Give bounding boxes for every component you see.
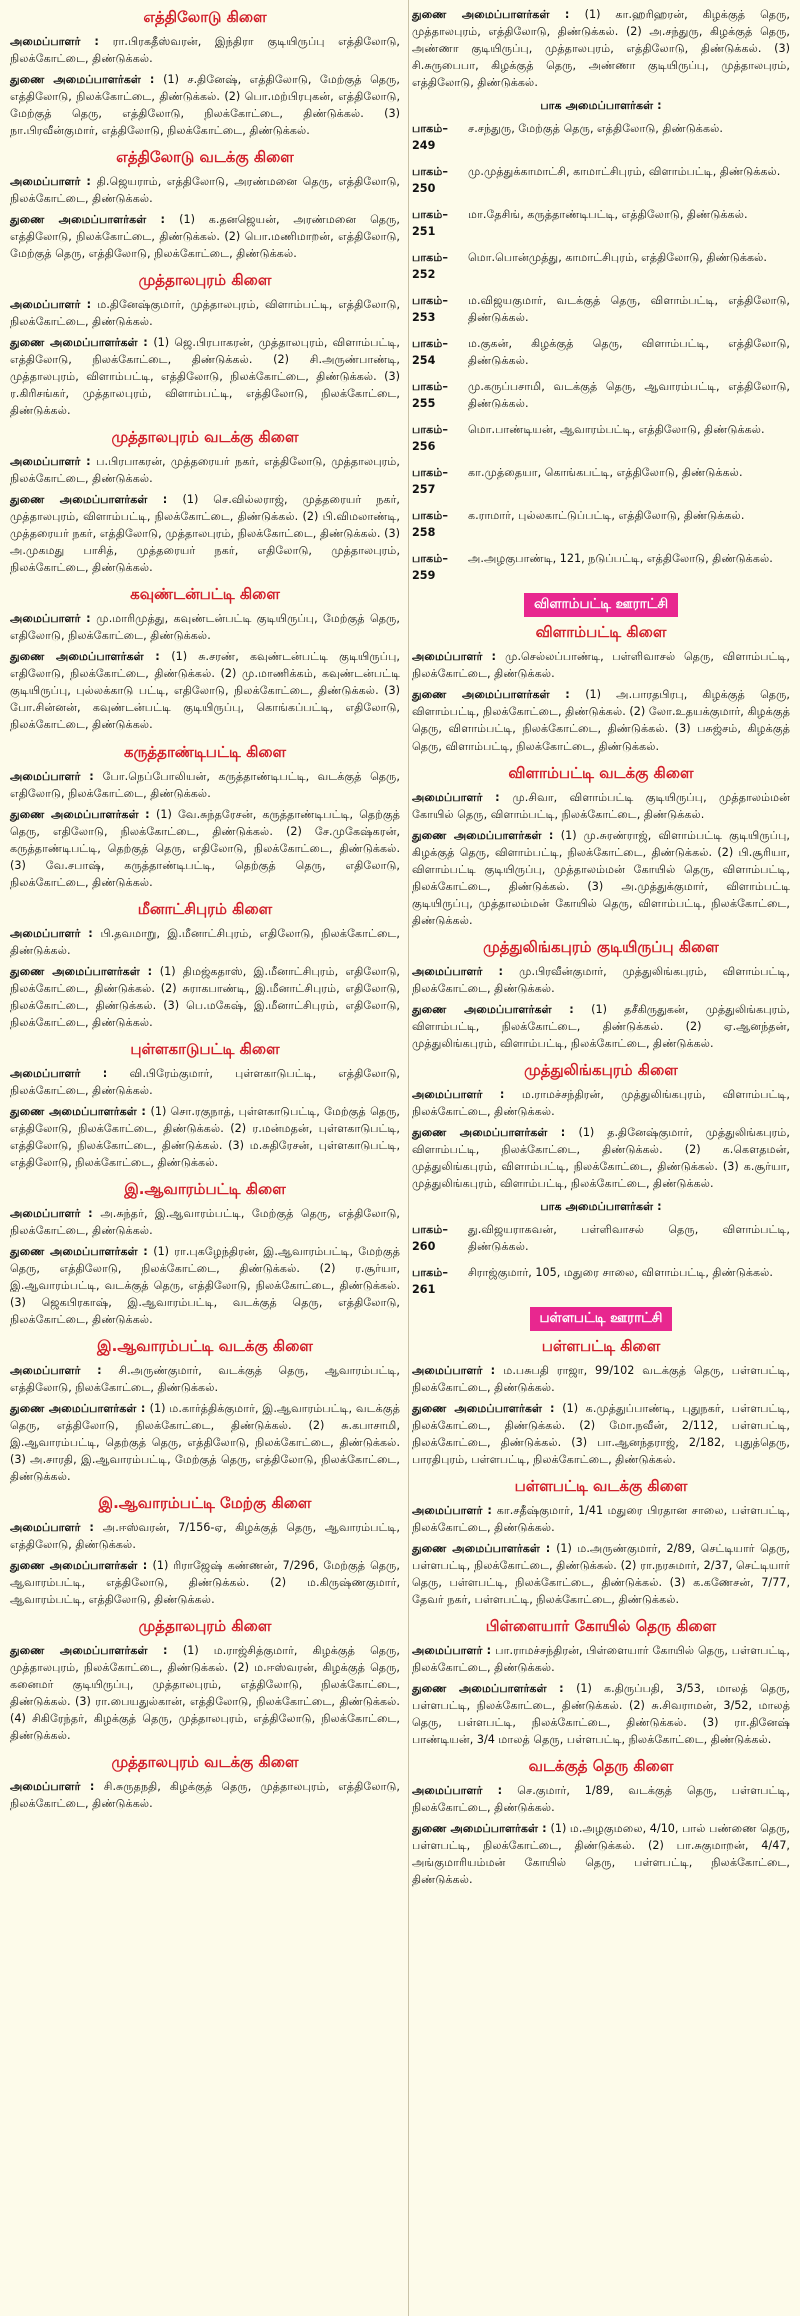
ward-list [412,1221,790,1298]
ward-row [412,206,790,240]
branch-title: விளாம்பட்டி வடக்கு கிளை [508,763,694,782]
deputies-entry [10,1642,400,1744]
organizer-text: மு.செல்லப்பாண்டி, பள்ளிவாசல் தெரு, விளாம்பட்டி, நிலக்கோட்டை, திண்டுக்கல். [412,650,790,681]
organizer-label: அமைப்பாளர் : [412,1087,522,1101]
ward-row [412,464,790,498]
branch-title: முத்தாலபுரம் கிளை [138,271,272,290]
deputies-text: (1) கா.ஹரிஹரன், கிழக்குத் தெரு, முத்தாலபுரம், எத்திலோடு, திண்டுக்கல். (2) அ.சந்துரு, கிழக்குத் தெரு, அண்ணா குடியிருப்பு, முத்தாலபுரம், எத்திலோடு, திண்டுக்கல். (3) சி.சுருபைபா, கிழக்குத் தெரு, அண்ணா குடியிருப்பு, முத்தாலபுரம், எத்திலோடு, திண்டுக்கல். [412,8,790,90]
organizer-text: ப.பிரபாகரன், முத்தரையர் நகர், எத்திலோடு, முத்தாலபுரம், நிலக்கோட்டை, திண்டுக்கல். [10,455,400,486]
deputies-entry [10,1243,400,1328]
deputies-entry [10,1400,400,1485]
deputies-entry [10,491,400,576]
ward-row [412,421,790,455]
organizer-entry [10,610,400,644]
ward-number: பாகம்– 257 [412,466,448,497]
organizer-label: அமைப்பாளர் : [10,35,113,48]
organizer-label: அமைப்பாளர் : [10,1206,101,1220]
deputies-label: துணை அமைப்பாளர்கள் : [412,1401,563,1415]
organizer-text: மு.பிரவீன்குமார், முத்துலிங்கபுரம், விளாம்பட்டி, நிலக்கோட்டை, திண்டுக்கல். [412,964,790,995]
deputies-entry [412,686,790,754]
deputies-entry [10,806,400,891]
organizer-label: அமைப்பாளர் : [10,769,103,783]
continued-deputies-entry [412,6,790,91]
ward-row [412,550,790,584]
organizer-entry [10,925,400,959]
ward-organizer: க.ராமார், புல்லகாட்டுப்பட்டி, எத்திலோடு, திண்டுக்கல். [468,509,745,523]
deputies-text: (1) ச.தினேஷ், எத்திலோடு, மேற்குத் தெரு, எத்திலோடு, நிலக்கோட்டை, திண்டுக்கல். (2) பொ.மற்பிரபுகன், எத்திலோடு, மேற்குத் தெரு, எத்திலோடு, நிலக்கோட்டை, திண்டுக்கல். (3) நா.பிரவீன்குமார், எத்திலோடு, நிலக்கோட்டை, திண்டுக்கல். [10,73,400,138]
organizer-entry [412,963,790,997]
ward-organizer: அ.அழகுபாண்டி, 121, நடுப்பட்டி, எத்திலோடு, திண்டுக்கல். [468,552,773,566]
ward-number: பாகம்– 255 [412,380,448,411]
deputies-label: துணை அமைப்பாளர்கள் : [10,807,157,821]
branch-title: முத்தாலபுரம் வடக்கு கிளை [111,428,299,447]
organizer-text: பி.தவமாறு, இ.மீனாட்சிபுரம், எதிலோடு, நிலக்கோட்டை, திண்டுக்கல். [10,926,400,957]
left-column [10,6,400,2316]
organizer-label: அமைப்பாளர் : [412,1363,504,1377]
deputies-label: துணை அமைப்பாளர்கள் : [10,1104,151,1118]
deputies-entry [412,1001,790,1052]
deputies-text: (1) ம.ராஜ்சித்குமார், கிழக்குத் தெரு, முத்தாலபுரம், நிலக்கோட்டை, திண்டுக்கல். (2) ம.ஈஸ்வரன், கிழக்குத் தெரு, கனைமர் குடியிருப்பு, முத்தாலபுரம், எத்திலோடு, நிலக்கோட்டை, திண்டுக்கல். (3) ரா.பையதுல்கான், எத்திலோடு, நிலக்கோட்டை, திண்டுக்கல். (4) சிகிரேந்தர், கிழக்குத் தெரு, முத்தாலபுரம், எத்திலோடு, நிலக்கோட்டை, திண்டுக்கல். [10,1644,400,1743]
ward-row [412,249,790,283]
organizer-entry [412,648,790,682]
organizer-entry [10,173,400,207]
deputies-text: (1) ம.கார்த்திக்குமார், இ.ஆவாரம்பட்டி, வடக்குத் தெரு, எத்திலோடு, நிலக்கோட்டை, திண்டுக்கல். (2) சு.கபாசாமி, இ.ஆவாரம்பட்டி, தெற்குத் தெரு, எத்திலோடு, நிலக்கோட்டை, திண்டுக்கல். (3) அ.சாரதி, இ.ஆவாரம்பட்டி, மேற்குத் தெரு, எத்திலோடு, நிலக்கோட்டை, திண்டுக்கல். [10,1401,400,1483]
deputies-label: துணை அமைப்பாளர்கள் : [10,73,164,87]
panchayat-title: விளாம்பட்டி ஊராட்சி [524,593,678,617]
deputies-entry [10,71,400,139]
organizer-label: அமைப்பாளர் : [412,1503,497,1517]
deputies-entry [10,1103,400,1171]
ward-organizer: ம.குகன், கிழக்குத் தெரு, விளாம்பட்டி, எத்திலோடு, திண்டுக்கல். [468,337,790,368]
ward-number: பாகம்– 256 [412,423,448,454]
ward-organizer: மா.தேசிங், கருத்தாண்டிபட்டி, எத்திலோடு, திண்டுக்கல். [468,208,748,222]
organizer-entry [412,1502,790,1536]
deputies-text: (1) தசீகிருதுகன், முத்துலிங்கபுரம், விளாம்பட்டி, நிலக்கோட்டை, திண்டுக்கல். (2) ஏ.ஆனந்தன், முத்துலிங்கபுரம், விளாம்பட்டி, நிலக்கோட்டை, திண்டுக்கல். [412,1002,790,1050]
organizer-text: மு.சிவா, விளாம்பட்டி குடியிருப்பு, முத்தாலம்மன் கோயில் தெரு, விளாம்பட்டி, நிலக்கோட்டை, திண்டுக்கல். [412,790,790,821]
organizer-label: அமைப்பாளர் : [10,1521,103,1535]
ward-organizer: ம.விஜயகுமார், வடக்குத் தெரு, விளாம்பட்டி, எத்திலோடு, திண்டுக்கல். [468,294,790,325]
organizer-entry [10,1519,400,1553]
organizer-text: பா.ராமச்சந்திரன், பிள்ளையார் கோயில் தெரு, பள்ளபட்டி, நிலக்கோட்டை, திண்டுக்கல். [412,1644,790,1675]
organizer-label: அமைப்பாளர் : [10,298,98,312]
deputies-entry [412,1124,790,1192]
branch-title: இ.ஆவாரம்பட்டி வடக்கு கிளை [97,1336,313,1355]
branch-title: கவுண்டன்பட்டி கிளை [130,585,280,604]
deputies-text: (1) க.முத்துப்பாண்டி, புதுநகர், பள்ளபட்டி, நிலக்கோட்டை, திண்டுக்கல். (2) மோ.நவீன், 2/112, பள்ளபட்டி, நிலக்கோட்டை, திண்டுக்கல். (3) பா.ஆனந்தராஜ், 2/182, புதுத்தெரு, பாரதிபுரம், பள்ளபட்டி, நிலக்கோட்டை, திண்டுக்கல். [412,1401,790,1466]
ward-organizers-heading: பாக அமைப்பாளர்கள் : [540,99,662,113]
organizer-entry [412,1362,790,1396]
branch-group [412,623,790,1191]
deputies-text: (1) வே.சுந்தரேசன், கருத்தாண்டிபட்டி, தெற்குத் தெரு, எதிலோடு, நிலக்கோட்டை, திண்டுக்கல். (2) சே.முகேஷ்கரன், கருத்தாண்டிபட்டி, தெற்குத் தெரு, எதிலோடு, நிலக்கோட்டை, திண்டுக்கல். (3) வே.சபாஷ், கருத்தாண்டிபட்டி, தெற்குத் தெரு, எதிலோடு, நிலக்கோட்டை, திண்டுக்கல். [10,807,400,889]
branch-title: முத்தாலபுரம் கிளை [138,1617,272,1636]
organizer-text: செ.குமார், 1/89, வடக்குத் தெரு, பள்ளபட்டி, நிலக்கோட்டை, திண்டுக்கல். [412,1784,790,1815]
ward-number: பாகம்– 250 [412,165,448,196]
branch-title: முத்தாலபுரம் வடக்கு கிளை [111,1753,299,1772]
ward-number: பாகம்– 260 [412,1222,448,1253]
deputies-label: துணை அமைப்பாளர்கள் : [412,1542,557,1555]
ward-row [412,507,790,541]
organizer-entry [412,1642,790,1676]
ward-organizer: ச.சந்துரு, மேற்குத் தெரு, எத்திலோடு, திண்டுக்கல். [468,122,723,136]
deputies-label: துணை அமைப்பாளர்கள் : [412,1822,551,1836]
deputies-entry [10,211,400,262]
panchayat-banner [412,1307,790,1331]
deputies-entry [10,648,400,733]
deputies-label: துணை அமைப்பாளர்கள் : [10,1644,183,1658]
deputies-text: (1) சு.சரண், கவுண்டன்பட்டி குடியிருப்பு, எதிலோடு, நிலக்கோட்டை, திண்டுக்கல். (2) மு.மாணிக்கம், கவுண்டன்பட்டி குடியிருப்பு, புல்லக்காடு பட்டி, எதிலோடு, நிலக்கோட்டை, திண்டுக்கல். (3) போ.சின்னன், கவுண்டன்பட்டி குடியிருப்பு, கொங்கப்பட்டி, எதிலோடு, நிலக்கோட்டை, திண்டுக்கல். [10,650,400,732]
deputies-label: துணை அமைப்பாளர்கள் : [10,964,160,978]
panchayat-banner [412,593,790,617]
branch-title: இ.ஆவாரம்பட்டி கிளை [124,1179,286,1198]
organizer-text: வி.பிரேம்குமார், புள்ளகாடுபட்டி, எத்திலோடு, நிலக்கோட்டை, திண்டுக்கல். [10,1066,400,1097]
ward-organizer: சிராஜ்குமார், 105, மதுரை சாலை, விளாம்பட்டி, திண்டுக்கல். [468,1265,773,1279]
ward-row [412,292,790,326]
organizer-label: அமைப்பாளர் : [412,790,513,804]
organizer-entry [10,296,400,330]
organizer-label: அமைப்பாளர் : [10,1066,130,1080]
ward-row [412,378,790,412]
deputies-label: துணை அமைப்பாளர்கள் : [10,493,183,507]
ward-organizer: மு.முத்துக்காமாட்சி, காமாட்சிபுரம், விளாம்பட்டி, திண்டுக்கல். [468,165,781,179]
deputies-entry [10,963,400,1031]
organizer-label: அமைப்பாளர் : [412,650,506,664]
deputies-label: துணை அமைப்பாளர்கள் : [412,8,585,21]
branch-title: மீனாட்சிபுரம் கிளை [137,899,273,918]
organizer-label: அமைப்பாளர் : [10,1780,104,1794]
right-column [412,6,790,2316]
organizer-text: ம.பசுபதி ராஜா, 99/102 வடக்குத் தெரு, பள்ளபட்டி, நிலக்கோட்டை, திண்டுக்கல். [412,1363,790,1394]
deputies-label: துணை அமைப்பாளர்கள் : [10,1244,154,1258]
deputies-text: (1) த.தினேஷ்குமார், முத்துலிங்கபுரம், விளாம்பட்டி, நிலக்கோட்டை, திண்டுக்கல். (2) க.கௌதமன், முத்துலிங்கபுரம், விளாம்பட்டி, நிலக்கோட்டை, திண்டுக்கல். (3) க.சூர்யா, முத்துலிங்கபுரம், விளாம்பட்டி, நிலக்கோட்டை, திண்டுக்கல். [412,1125,790,1190]
deputies-text: (1) சொ.ரகுநாத், புள்ளகாடுபட்டி, மேற்குத் தெரு, எத்திலோடு, நிலக்கோட்டை, திண்டுக்கல். (2) ர.மன்மதன், புள்ளகாடுபட்டி, எத்திலோடு, நிலக்கோட்டை, திண்டுக்கல். (3) ம.சுதிரேசன், புள்ளகாடுபட்டி, எத்திலோடு, நிலக்கோட்டை, திண்டுக்கல். [10,1104,400,1169]
ward-organizer: மு.கருப்பசாமி, வடக்குத் தெரு, ஆவாரம்பட்டி, எத்திலோடு, திண்டுக்கல். [468,380,790,411]
deputies-text: (1) ம.அழகுமலை, 4/10, பால் பண்ணை தெரு, பள்ளபட்டி, நிலக்கோட்டை, திண்டுக்கல். (2) பா.சுகுமாறன், 4/47, அங்குமாரியம்மன் கோயில் தெரு, பள்ளபட்டி, நிலக்கோட்டை, திண்டுக்கல். [412,1822,790,1887]
deputies-label: துணை அமைப்பாளர்கள் : [412,1682,577,1696]
ward-number: பாகம்– 254 [412,337,448,368]
deputies-text: (1) ரிராஜேஷ் கண்ணன், 7/296, மேற்குத் தெரு, ஆவாரம்பட்டி, எத்திலோடு, திண்டுக்கல். (2) ம.கிருஷ்ணகுமார், ஆவாரம்பட்டி, எத்திலோடு, திண்டுக்கல். [10,1559,400,1607]
deputies-label: துணை அமைப்பாளர்கள் : [412,1002,592,1016]
panchayat-title: பள்ளபட்டி ஊராட்சி [530,1307,673,1331]
deputies-label: துணை அமைப்பாளர்கள் : [10,336,154,350]
ward-organizer: மொ.பாண்டியன், ஆவாரம்பட்டி, எத்திலோடு, திண்டுக்கல். [468,423,765,437]
organizer-label: அமைப்பாளர் : [412,1644,496,1658]
deputies-text: (1) செ.வில்லராஜ், முத்தரையர் நகர், முத்தாலபுரம், விளாம்பட்டி, நிலக்கோட்டை, திண்டுக்கல். (2) பி.விமலாண்டி, முத்தரையர் நகர், எத்திலோடு, முத்தாலபுரம், நிலக்கோட்டை, திண்டுக்கல். (3) அ.முகமது பாசித், முத்தரையர் நகர், எதிலோடு, முத்தாலபுரம், நிலக்கோட்டை, திண்டுக்கல். [10,493,400,575]
ward-number: பாகம்– 261 [412,1265,448,1296]
organizer-text: ரா.பிரகதீஸ்வரன், இந்திரா குடியிருப்பு எத்திலோடு, நிலக்கோட்டை, திண்டுக்கல். [10,35,400,66]
ward-number: பாகம்– 251 [412,208,448,239]
branch-title: புள்ளகாடுபட்டி கிளை [130,1039,280,1058]
organizer-text: கா.சதீஷ்குமார், 1/41 மதுரை பிரதான சாலை, பள்ளபட்டி, நிலக்கோட்டை, திண்டுக்கல். [412,1503,790,1534]
organizer-label: அமைப்பாளர் : [412,964,520,978]
deputies-entry [412,1680,790,1748]
organizer-entry [10,453,400,487]
ward-organizer: து.விஜயராகவன், பள்ளிவாசல் தெரு, விளாம்பட்டி, திண்டுக்கல். [468,1222,790,1253]
branch-title: எத்திலோடு வடக்கு கிளை [116,148,294,167]
organizer-entry [412,789,790,823]
organizer-label: அமைப்பாளர் : [10,612,97,626]
organizer-text: போ.நெப்போலியன், கருத்தாண்டிபட்டி, வடக்குத் தெரு, எதிலோடு, நிலக்கோட்டை, திண்டுக்கல். [10,769,400,800]
branch-title: பள்ளபட்டி வடக்கு கிளை [514,1476,688,1495]
organizer-label: அமைப்பாளர் : [10,455,97,469]
organizer-entry [10,1778,400,1812]
ward-number: பாகம்– 249 [412,122,448,153]
organizer-entry [10,33,400,67]
ward-number: பாகம்– 253 [412,294,448,325]
organizer-text: சி.அருண்குமார், வடக்குத் தெரு, ஆவாரம்பட்டி, எத்திலோடு, நிலக்கோட்டை, திண்டுக்கல். [10,1363,400,1394]
deputies-entry [412,1540,790,1608]
branch-title: பள்ளபட்டி கிளை [541,1336,661,1355]
deputies-label: துணை அமைப்பாளர்கள் : [412,688,586,702]
deputies-label: துணை அமைப்பாளர்கள் : [10,1559,153,1573]
ward-row [412,163,790,197]
deputies-text: (1) திமஜ்கதாஸ், இ.மீனாட்சிபுரம், எதிலோடு, நிலக்கோட்டை, திண்டுக்கல். (2) சுராகபாண்டி, இ.மீனாட்சிபுரம், எதிலோடு, நிலக்கோட்டை, திண்டுக்கல். (3) பெ.மகேஷ், இ.மீனாட்சிபுரம், எதிலோடு, நிலக்கோட்டை, திண்டுக்கல். [10,964,400,1029]
ward-row [412,120,790,154]
deputies-text: (1) அ.பாரதபிரபு, கிழக்குத் தெரு, விளாம்பட்டி, நிலக்கோட்டை, திண்டுக்கல். (2) லோ.உதயக்குமார், கிழக்குத் தெரு, விளாம்பட்டி, நிலக்கோட்டை, திண்டுக்கல். (3) பசுஜ்சம், கிழக்குத் தெரு, விளாம்பட்டி, நிலக்கோட்டை, திண்டுக்கல். [412,688,790,753]
deputies-text: (1) ஜெ.பிரபாகரன், முத்தாலபுரம், விளாம்பட்டி, எத்திலோடு, நிலக்கோட்டை, திண்டுக்கல். (2) சி.அருண்பாண்டி, முத்தாலபுரம், விளாம்பட்டி, எத்திலோடு, நிலக்கோட்டை, திண்டுக்கல். (3) ர.கிரிசங்கர், முத்தாலபுரம், விளாம்பட்டி, எத்திலோடு, நிலக்கோட்டை, திண்டுக்கல். [10,336,400,418]
branch-group [412,1337,790,1888]
organizer-text: சி.சுருதநதி, கிழக்குத் தெரு, முத்தாலபுரம், எத்திலோடு, நிலக்கோட்டை, திண்டுக்கல். [10,1780,400,1811]
organizer-label: அமைப்பாளர் : [412,1784,518,1798]
ward-number: பாகம்– 258 [412,509,448,540]
organizer-label: அமைப்பாளர் : [10,175,97,189]
deputies-text: (1) ரா.புகழேந்திரன், இ.ஆவாரம்பட்டி, மேற்குத் தெரு, எத்திலோடு, நிலக்கோட்டை, திண்டுக்கல். (2) ர.சூர்யா, இ.ஆவாரம்பட்டி, வடக்குத் தெரு, எத்திலோடு, நிலக்கோட்டை, திண்டுக்கல். (3) ஜெகபிரகாஷ், இ.ஆவாரம்பட்டி, வடக்குத் தெரு, எத்திலோடு, நிலக்கோட்டை, திண்டுக்கல். [10,1244,400,1326]
branch-title: கருத்தாண்டிபட்டி கிளை [123,742,287,761]
deputies-label: துணை அமைப்பாளர்கள் : [412,828,561,842]
ward-row [412,335,790,369]
branch-title: பிள்ளையார் கோயில் தெரு கிளை [485,1617,717,1636]
deputies-label: துணை அமைப்பாளர்கள் : [10,650,172,664]
ward-organizers-heading: பாக அமைப்பாளர்கள் : [540,1199,662,1213]
organizer-label: அமைப்பாளர் : [10,926,101,940]
branch-title: இ.ஆவாரம்பட்டி மேற்கு கிளை [98,1494,312,1513]
deputies-entry [10,1557,400,1608]
organizer-entry [412,1086,790,1120]
deputies-text: (1) ம.அருண்குமார், 2/89, செட்டியார் தெரு, பள்ளபட்டி, நிலக்கோட்டை, திண்டுக்கல். (2) ரா.நரசுமார், 2/37, செட்டியார் தெரு, பள்ளபட்டி, நிலக்கோட்டை, திண்டுக்கல். (3) க.கணேசன், 7/77, தேவர் நகர், பள்ளபட்டி, நிலக்கோட்டை, திண்டுக்கல். [412,1542,790,1607]
deputies-text: (1) க.தனஜெயன், அரண்மனை தெரு, எத்திலோடு, நிலக்கோட்டை, திண்டுக்கல். (2) பொ.மணிமாறன், எத்திலோடு, மேற்குத் தெரு, எத்திலோடு, நிலக்கோட்டை, திண்டுக்கல். [10,213,400,261]
organizer-text: ம.ராமச்சந்திரன், முத்துலிங்கபுரம், விளாம்பட்டி, நிலக்கோட்டை, திண்டுக்கல். [412,1087,790,1118]
deputies-entry [10,334,400,419]
ward-row [412,1264,790,1298]
organizer-entry [10,768,400,802]
deputies-label: துணை அமைப்பாளர்கள் : [10,1401,150,1415]
ward-list [412,120,790,584]
organizer-text: அ.ஈஸ்வரன், 7/156-ஏ, கிழக்குத் தெரு, ஆவாரம்பட்டி, எத்திலோடு, திண்டுக்கல். [10,1521,400,1552]
organizer-text: மு.மாரிமுத்து, கவுண்டன்பட்டி குடியிருப்பு, மேற்குத் தெரு, எதிலோடு, நிலக்கோட்டை, திண்டுக்கல். [10,612,400,643]
deputies-entry [412,827,790,929]
deputies-entry [412,1400,790,1468]
organizer-entry [10,1362,400,1396]
branch-title: வடக்குத் தெரு கிளை [528,1757,674,1776]
branch-title: விளாம்பட்டி கிளை [535,623,667,642]
organizer-label: அமைப்பாளர் : [10,1363,119,1377]
ward-row [412,1221,790,1255]
ward-number: பாகம்– 252 [412,251,448,282]
ward-organizer: மொ.பொன்முத்து, காமாட்சிபுரம், எத்திலோடு, திண்டுக்கல். [468,251,767,265]
ward-organizer: கா.முத்தையா, கொங்கபட்டி, எத்திலோடு, திண்டுக்கல். [468,466,743,480]
organizer-entry [10,1065,400,1099]
deputies-label: துணை அமைப்பாளர்கள் : [10,213,180,227]
branch-title: முத்துலிங்கபுரம் குடியிருப்பு கிளை [483,937,719,956]
branch-title: முத்துலிங்கபுரம் கிளை [524,1060,678,1079]
organizer-text: ம.தினேஷ்குமார், முத்தாலபுரம், விளாம்பட்டி, எத்திலோடு, நிலக்கோட்டை, திண்டுக்கல். [10,298,400,329]
organizer-entry [412,1782,790,1816]
deputies-text: (1) க.திருப்பதி, 3/53, மாலத் தெரு, பள்ளபட்டி, நிலக்கோட்டை, திண்டுக்கல். (2) சு.சிவராமன், 3/52, மாலத் தெரு, பள்ளபட்டி, நிலக்கோட்டை, திண்டுக்கல். (3) ரா.தினேஷ் பாண்டியன், 3/4 மாலத் தெரு, பள்ளபட்டி, நிலக்கோட்டை, திண்டுக்கல். [412,1682,790,1747]
deputies-label: துணை அமைப்பாளர்கள் : [412,1125,579,1139]
branch-title: எத்திலோடு கிளை [143,8,267,26]
organizer-text: அ.சுந்தர், இ.ஆவாரம்பட்டி, மேற்குத் தெரு, எத்திலோடு, நிலக்கோட்டை, திண்டுக்கல். [10,1206,400,1237]
deputies-text: (1) மு.சுரண்ராஜ், விளாம்பட்டி குடியிருப்பு, கிழக்குத் தெரு, விளாம்பட்டி, நிலக்கோட்டை, திண்டுக்கல். (2) பி.சூரியா, விளாம்பட்டி குடியிருப்பு, முத்தாலம்மன் கோயில் தெரு, விளாம்பட்டி, நிலக்கோட்டை, திண்டுக்கல். (3) அ.முத்துக்குமார், விளாம்பட்டி குடியிருப்பு, முத்தாலம்மன் கோயில் தெரு, விளாம்பட்டி, நிலக்கோட்டை, திண்டுக்கல். [412,828,790,927]
deputies-entry [412,1820,790,1888]
ward-number: பாகம்– 259 [412,552,448,583]
organizer-text: தி.ஜெயராம், எத்திலோடு, அரண்மனை தெரு, எத்திலோடு, நிலக்கோட்டை, திண்டுக்கல். [10,175,400,206]
organizer-entry [10,1205,400,1239]
